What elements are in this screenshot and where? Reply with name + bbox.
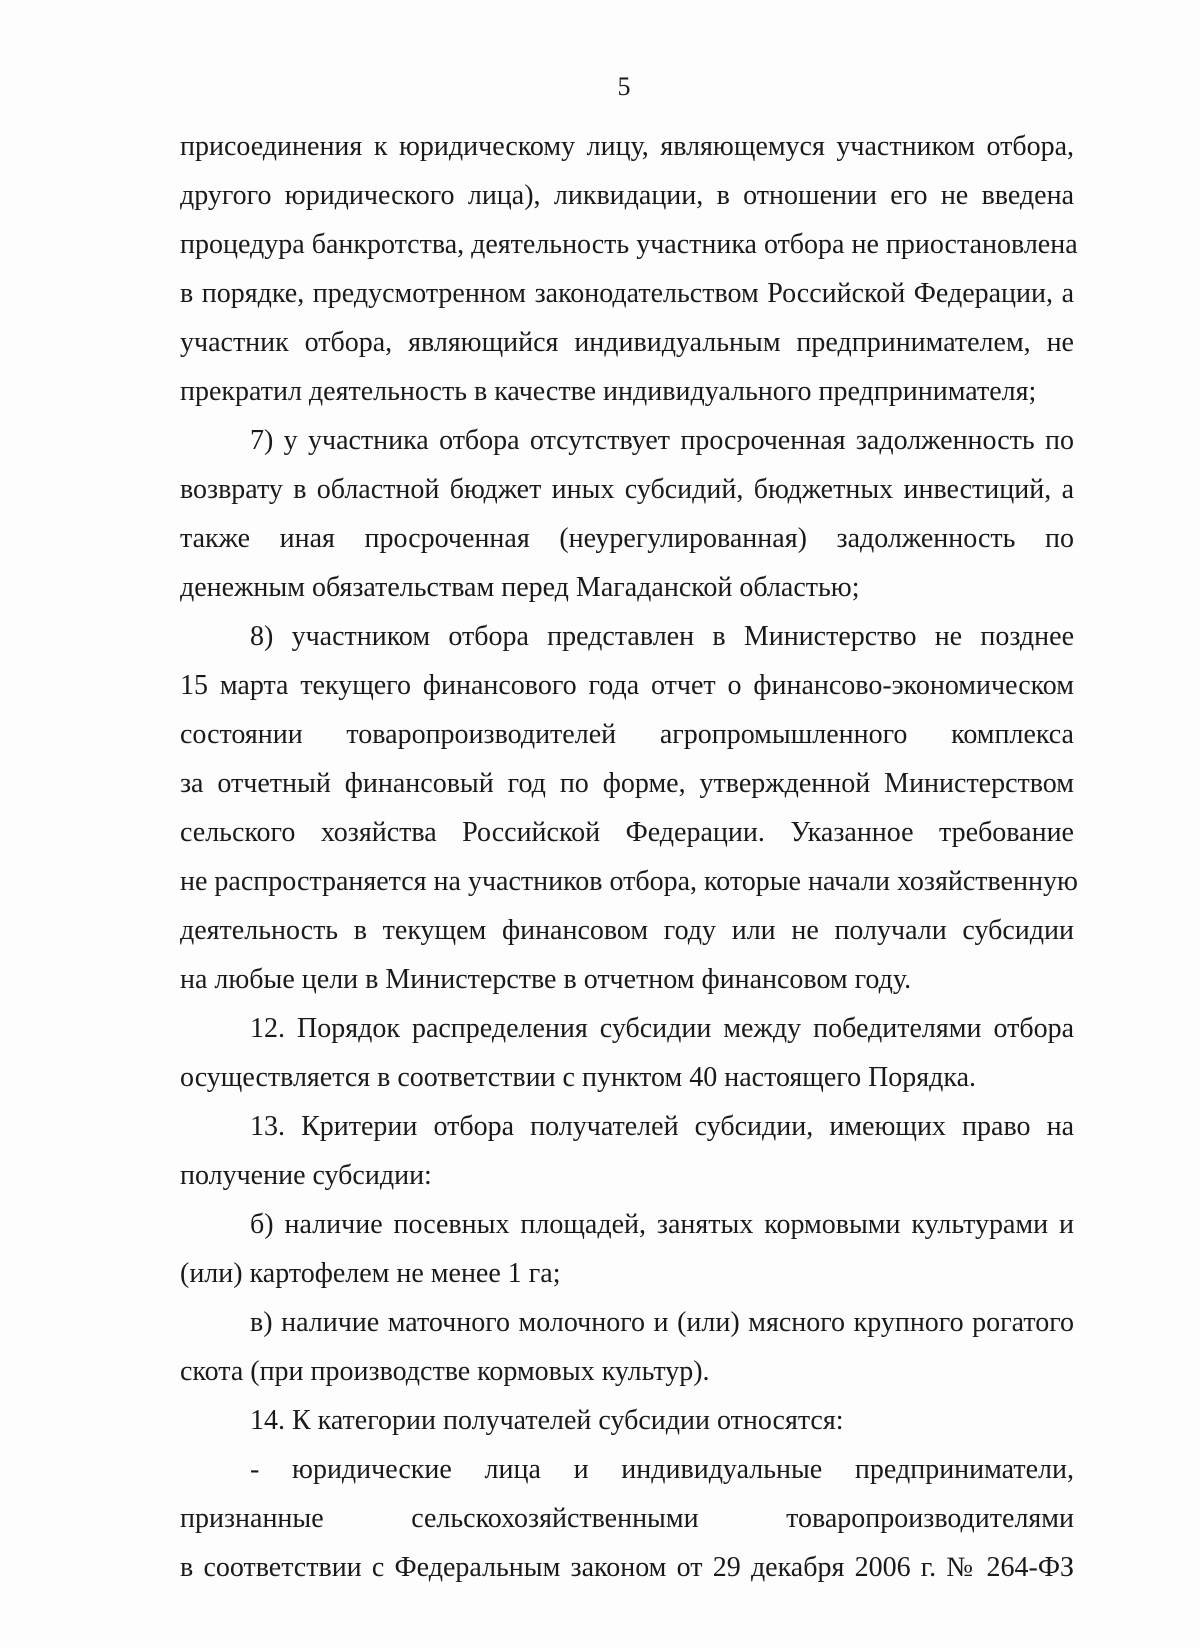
text-line: признанные сельскохозяйственными товаропроизводителями	[180, 1503, 1074, 1534]
document-body	[180, 122, 1078, 1592]
page-number: 5	[617, 72, 631, 101]
text-line: прекратил деятельность в качестве индивидуального предпринимателя;	[180, 376, 1037, 407]
text-line: - юридические лица и индивидуальные предприниматели,	[250, 1454, 1074, 1485]
text-line: в) наличие маточного молочного и (или) мясного крупного рогатого	[250, 1307, 1074, 1338]
text-line: б) наличие посевных площадей, занятых кормовыми культурами и	[250, 1209, 1074, 1240]
text-line: деятельность в текущем финансовом году или не получали субсидии	[180, 915, 1074, 946]
text-line: (или) картофелем не менее 1 га;	[180, 1258, 561, 1289]
text-line: сельского хозяйства Российской Федерации. Указанное требование	[180, 817, 1074, 848]
text-line: не распространяется на участников отбора, которые начали хозяйственную	[180, 866, 1078, 897]
text-line: скота (при производстве кормовых культур).	[180, 1356, 710, 1387]
text-line: 7) у участника отбора отсутствует просроченная задолженность по	[250, 425, 1074, 456]
text-line: процедура банкротства, деятельность участника отбора не приостановлена	[180, 229, 1078, 260]
text-line: в порядке, предусмотренном законодательством Российской Федерации, а	[180, 278, 1074, 309]
text-line: осуществляется в соответствии с пунктом 40 настоящего Порядка.	[180, 1062, 977, 1093]
text-line: участник отбора, являющийся индивидуальным предпринимателем, не	[180, 327, 1074, 358]
text-line: 8) участником отбора представлен в Министерство не позднее	[250, 621, 1074, 652]
text-line: получение субсидии:	[180, 1160, 432, 1191]
text-line: в соответствии с Федеральным законом от 29 декабря 2006 г. № 264-ФЗ	[180, 1552, 1074, 1583]
text-line: присоединения к юридическому лицу, являющемуся участником отбора,	[180, 131, 1074, 162]
text-line: на любые цели в Министерстве в отчетном финансовом году.	[180, 964, 912, 995]
text-line: денежным обязательствам перед Магаданской областью;	[180, 572, 860, 603]
text-line: 12. Порядок распределения субсидии между победителями отбора	[250, 1013, 1074, 1044]
text-line: другого юридического лица), ликвидации, в отношении его не введена	[180, 180, 1074, 211]
text-line: 15 марта текущего финансового года отчет о финансово-экономическом	[180, 670, 1074, 701]
text-line: за отчетный финансовый год по форме, утвержденной Министерством	[180, 768, 1074, 799]
text-line: 13. Критерии отбора получателей субсидии, имеющих право на	[250, 1111, 1074, 1142]
text-line: состоянии товаропроизводителей агропромышленного комплекса	[180, 719, 1074, 750]
text-line: возврату в областной бюджет иных субсидий, бюджетных инвестиций, а	[180, 474, 1074, 505]
text-line: 14. К категории получателей субсидии относятся:	[250, 1405, 844, 1436]
text-line: также иная просроченная (неурегулированная) задолженность по	[180, 523, 1074, 554]
